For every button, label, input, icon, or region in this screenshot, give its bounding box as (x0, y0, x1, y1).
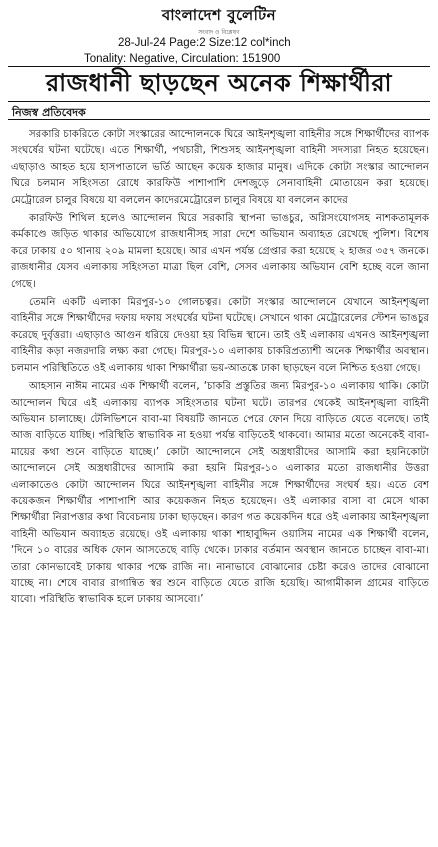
masthead (0, 4, 438, 38)
article-paragraph: তেমনি একটি এলাকা মিরপুর-১০ গোলচত্বর। কোটা সংস্কার আন্দোলনে যেখানে আইনশৃঙ্খলা বাহিনীর সঙ্গে শিক্ষার্থীদের দফায় দফায় সংঘর্ষের ঘটনা ঘটেছে। সেখানে থাকা মেট্রোরেলের স্টেশন ভাঙচুর করেছে দুর্বৃত্তরা। এছাড়াও আগুন ধরিয়ে দেওয়া হয় বিভিন্ন স্থানে। তাই ওই এলাকায় এখনও আইনশৃঙ্খলা বাহিনীর কড়া নজরদারি লক্ষ্য করা গেছে। মিরপুর-১০ এলাকায় চাকরিপ্রত্যাশী অনেক শিক্ষার্থীর অবস্থান। চলমান পরিস্থিতিতে ওই এলাকায় থাকা শিক্ষার্থীরা ভয়-আতঙ্কে ঢাকা ছাড়ছেন বলে নিশ্চিত হওয়া গেছে। (11, 297, 429, 374)
article-headline: রাজধানী ছাড়ছেন অনেক শিক্ষার্থীরা (45, 69, 393, 97)
headline-bottom-rule (8, 101, 430, 102)
article-body (11, 127, 429, 611)
article-paragraph: কারফিউ শিথিল হলেও আন্দোলন ঘিরে সরকারি স্থাপনা ভাঙচুর, অগ্নিসংযোগসহ নাশকতামূলক কর্মকাণ্ডে জড়িত থাকার অভিযোগে রাজধানীসহ সারা দেশে অভিযান অব্যাহত রেখেছে পুলিশ। বিশেষ করে ঢাকায় ৫০ থানায় ২০৯ মামলা হয়েছে। আর এখন পর্যন্ত গ্রেপ্তার করা হয়েছে ২ হাজর ৩৫৭ জনকে। রাজধানীর যেসব এলাকায় সহিংসতা মাত্রা ছিল বেশি, সেসব এলাকায় অভিযান বেশি হচ্ছে বলে জানা গেছে। (11, 213, 429, 290)
newspaper-logo: বাংলাদেশ বুলেটিন (161, 6, 277, 24)
article-paragraph: আহসান নাঈম নামের এক শিক্ষার্থী বলেন, ‘চাকরি প্রস্তুতির জন্য মিরপুর-১০ এলাকায় থাকি। কোটা আন্দোলন ঘিরে এই এলাকায় ব্যাপক সহিংসতার ঘটনা ঘটে। তারপর থেকেই আইনশৃঙ্খলা বাহিনী অভিযান চালাচ্ছে। টেলিভিশনে বাবা-মা বিষয়টি জানতে পেরে ফোন দিয়ে বাড়িতে যেতে বলেছে। তাই আজ বাড়িতে যাচ্ছি। পরিস্থিতি স্বাভাবিক না হওয়া পর্যন্ত বাড়িতেই থাকবো। আমার মতো অনেকেই বাবা-মায়ের কথা শুনে বাড়িতে যাচ্ছে।’ কোটা আন্দোলনে সেই অস্ত্রধারীদের আসামি করা হয়নিকোটা আন্দোলনে সেই অস্ত্রধারীদের আসামি করা হয়নি মিরপুর-১০ এলাকার মতো রাজধানীর উত্তরা এলাকাতেও কোটা আন্দোলন ঘিরে আইনশৃঙ্খলা বাহিনীর সঙ্গে শিক্ষার্থীদের সংঘর্ষ হয়। এতে বেশ কয়েকজন শিক্ষার্থীর পাশাপাশি আর কয়েকজন নিহত হয়েছেন। ওই এলাকার বাসা বা মেসে থাকা শিক্ষার্থীরা নিরাপত্তার কথা বিবেচনায় ঢাকা ছাড়ছেন। কারণ গত কয়েকদিন ধরে ওই এলাকায় আইনশৃঙ্খলা বাহিনী অভিযান অব্যাহত রয়েছে। ওই এলাকায় থাকা শাহাবুদ্দিন ওয়াসিম নামের এক শিক্ষার্থী বলেন, ‘দিনে ১০ বারের অধিক ফোন আসতেছে বাড়ি থেকে। ঢাকার বর্তমান অবস্থান জানতে চাচ্ছেন বাবা-মা। তারা কোনভাবেই ঢাকায় থাকার পক্ষে রাজি না। নানাভাবে বোঝানোর চেষ্টা করেও তাদের বোঝানো যাচ্ছে না। শেষে বাবার রাগান্বিত স্বর শুনে বাড়িতে যেতে রাজি হয়েছি। আগামীকাল গ্রামের বাড়িতে যাবো। পরিস্থিতি স্বাভাবিক হলে ঢাকায় আসবো।’ (11, 381, 429, 606)
article-paragraph: সরকারি চাকরিতে কোটা সংস্কারের আন্দোলনকে ঘিরে আইনশৃঙ্খলা বাহিনীর সঙ্গে শিক্ষার্থীদের ব্যাপক সংঘর্ষের ঘটনা ঘটেছে। এতে শিক্ষার্থী, পথচারী, শিশুসহ আইনশৃঙ্খলা বাহিনী সদস্যরা নিহত হয়েছেন। এছাড়াও আহত হয়ে হাসপাতালে ভর্তি আছেন কয়েক হাজার মানুষ। এদিকে কোটা সংস্কার আন্দোলন ঘিরে চলমান সহিংসতা রোধে কারফিউ পাশাপাশি দেশজুড়ে সেনাবাহিনী মোতায়েন করা হয়েছে। মেট্রোরেল চালুর বিষয়ে যা বললেন কাদেরমেট্রোরেল চালুর বিষয়ে যা বললেন কাদের (11, 129, 429, 206)
clipping-tonality-circulation: Tonality: Negative, Circulation: 151900 (84, 53, 281, 65)
article-byline: নিজস্ব প্রতিবেদক (12, 106, 86, 119)
byline-rule (8, 119, 430, 120)
clipping-date-size: 28-Jul-24 Page:2 Size:12 col*inch (118, 37, 291, 49)
newspaper-tagline: সংবাদ ও বিশ্লেষণ (198, 29, 240, 36)
